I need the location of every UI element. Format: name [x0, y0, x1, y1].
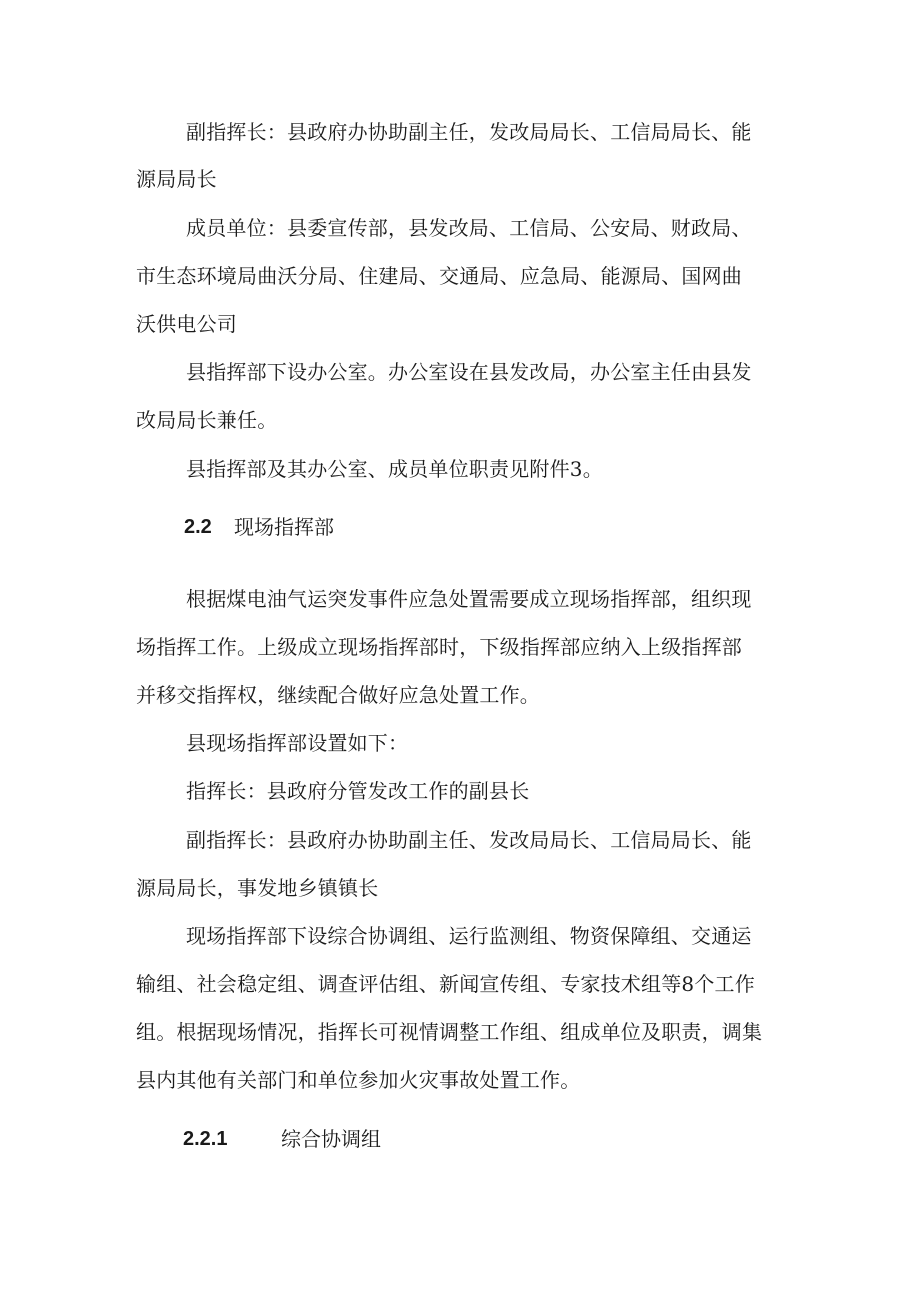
paragraph-line: 根据煤电油气运突发事件应急处置需要成立现场指挥部，组织现	[186, 587, 752, 611]
paragraph-line: 成员单位：县委宣传部，县发改局、工信局、公安局、财政局、	[186, 216, 752, 240]
paragraph-line: 沃供电公司	[136, 312, 237, 336]
section-heading	[184, 514, 484, 540]
paragraph-line: 输组、社会稳定组、调查评估组、新闻宣传组、专家技术组等8个工作	[136, 972, 755, 996]
paragraph-line: 改局局长兼任。	[136, 408, 278, 432]
paragraph-line: 源局局长	[136, 167, 217, 191]
subsection-heading	[183, 1126, 483, 1152]
paragraph-line: 县现场指挥部设置如下：	[186, 731, 409, 755]
paragraph-line: 市生态环境局曲沃分局、住建局、交通局、应急局、能源局、国网曲	[136, 264, 742, 288]
paragraph-line: 现场指挥部下设综合协调组、运行监测组、物资保障组、交通运	[186, 924, 752, 948]
paragraph-line: 场指挥工作。上级成立现场指挥部时，下级指挥部应纳入上级指挥部	[136, 635, 742, 659]
paragraph-line: 并移交指挥权，继续配合做好应急处置工作。	[136, 683, 540, 707]
section-title: 现场指挥部	[234, 515, 334, 539]
section-number: 2.2	[184, 516, 212, 538]
subsection-title: 综合协调组	[281, 1127, 381, 1151]
paragraph-line: 组。根据现场情况，指挥长可视情调整工作组、组成单位及职责，调集	[136, 1020, 763, 1044]
paragraph-line: 副指挥长：县政府办协助副主任、发改局局长、工信局局长、能	[186, 828, 752, 852]
paragraph-line: 副指挥长：县政府办协助副主任，发改局局长、工信局局长、能	[186, 120, 752, 144]
subsection-number: 2.2.1	[183, 1128, 228, 1150]
paragraph-line: 指挥长：县政府分管发改工作的副县长	[186, 779, 530, 803]
paragraph-line: 源局局长，事发地乡镇镇长	[136, 876, 379, 900]
paragraph-line: 县内其他有关部门和单位参加火灾事故处置工作。	[136, 1068, 581, 1092]
paragraph-line: 县指挥部下设办公室。办公室设在县发改局，办公室主任由县发	[186, 360, 752, 384]
paragraph-line: 县指挥部及其办公室、成员单位职责见附件3。	[186, 457, 603, 481]
